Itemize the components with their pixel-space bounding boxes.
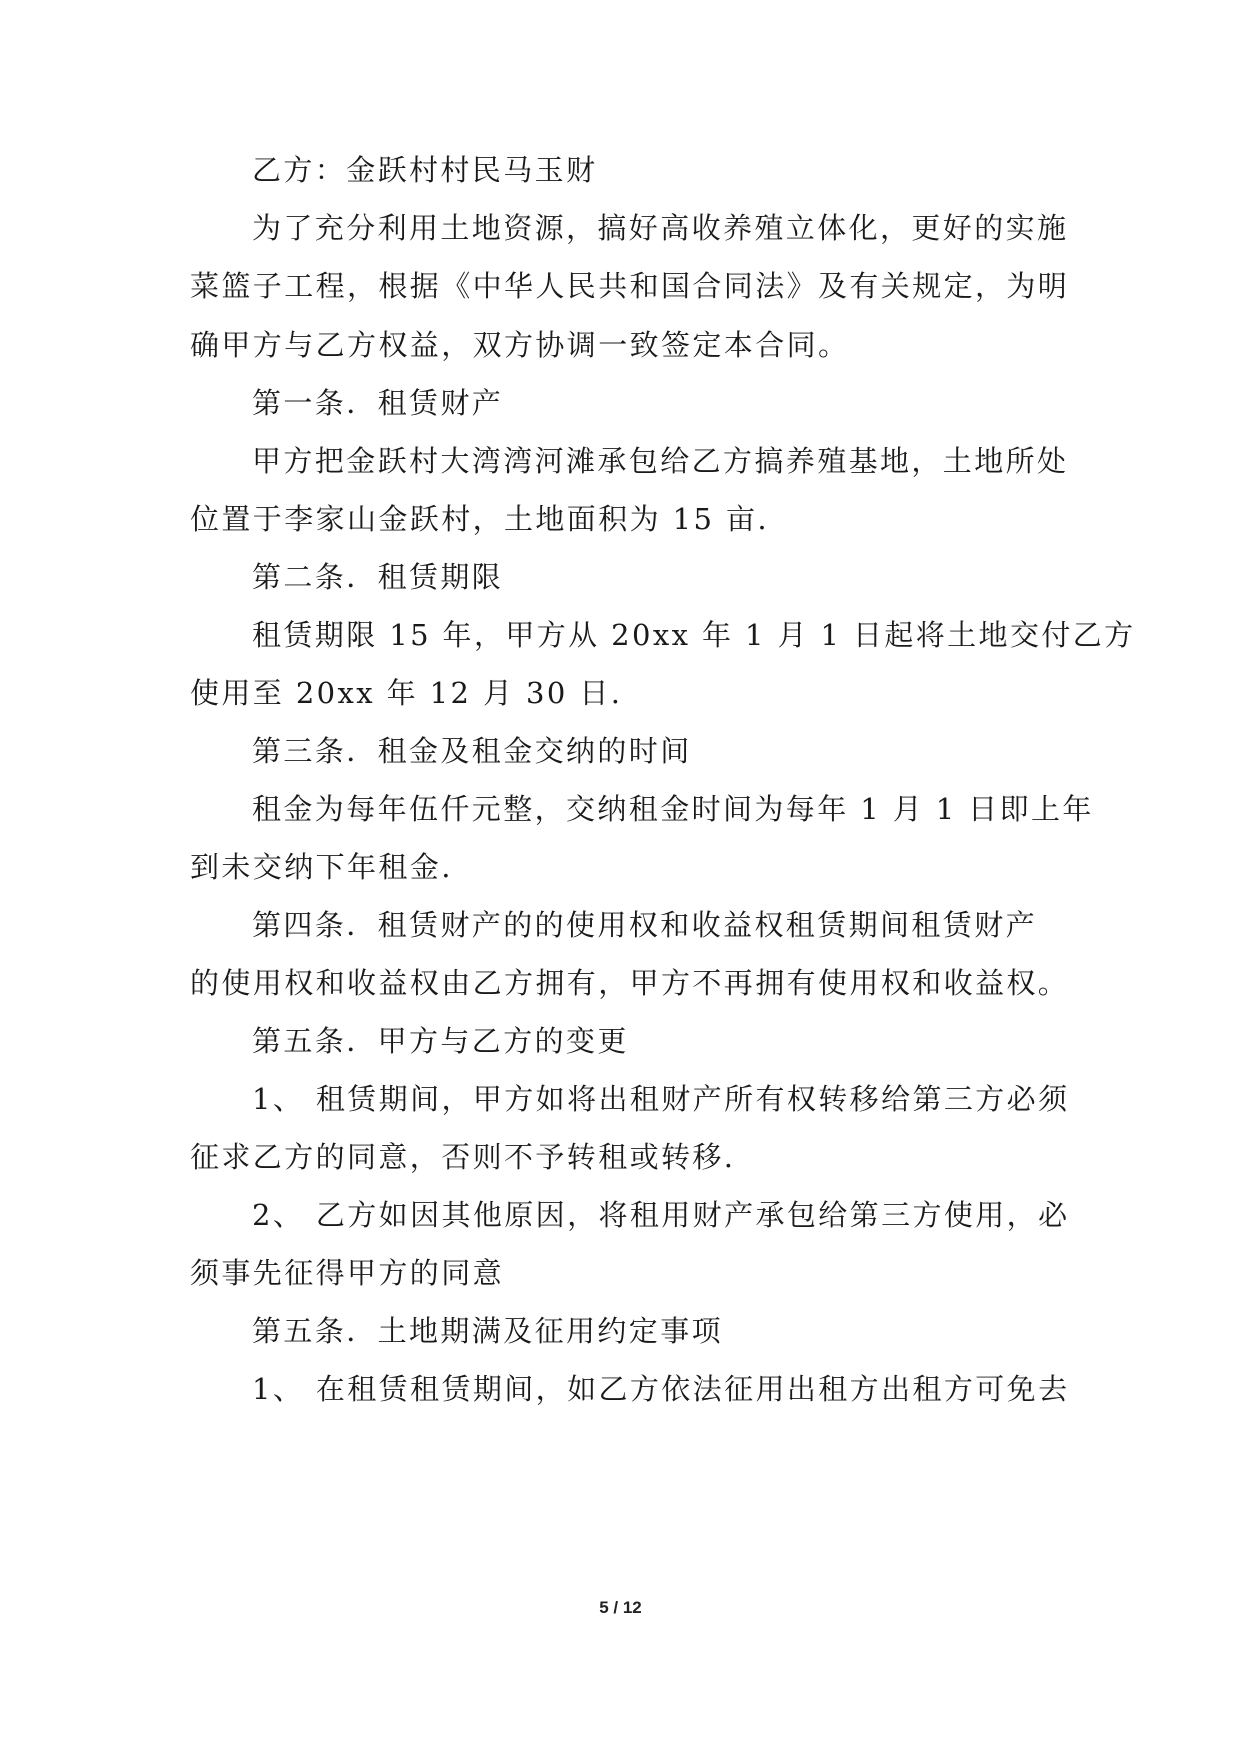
article-3-text-2: 到未交纳下年租金. [190, 850, 453, 884]
article-5-item-1-line-1: 1、 租赁期间，甲方如将出租财产所有权转移给第三方必须 [252, 1082, 1070, 1116]
article-1-text-2: 位置于李家山金跃村，土地面积为 15 亩. [190, 502, 769, 536]
preamble-line-1: 为了充分利用土地资源，搞好高收养殖立体化，更好的实施 [252, 211, 1069, 245]
article-5-heading: 第五条．甲方与乙方的变更 [252, 1024, 629, 1058]
article-3-text-1: 租金为每年伍仟元整，交纳租金时间为每年 1 月 1 日即上年 [252, 792, 1094, 826]
article-5-item-2-line-1: 2、 乙方如因其他原因，将租用财产承包给第三方使用，必 [252, 1198, 1070, 1232]
article-2-text-2: 使用至 20xx 年 12 月 30 日. [190, 676, 623, 710]
preamble-line-2: 菜篮子工程，根据《中华人民共和国合同法》及有关规定，为明 [190, 269, 1070, 303]
article-4-text-1: 第四条．租赁财产的的使用权和收益权租赁期间租赁财产 [252, 908, 1038, 942]
party-b-line: 乙方：金跃村村民马玉财 [252, 153, 598, 187]
article-5-item-1-line-2: 征求乙方的同意，否则不予转租或转移. [190, 1140, 736, 1174]
article-5b-heading: 第五条．土地期满及征用约定事项 [252, 1314, 724, 1348]
preamble-line-3: 确甲方与乙方权益，双方协调一致签定本合同。 [190, 328, 850, 362]
article-3-heading: 第三条．租金及租金交纳的时间 [252, 734, 692, 768]
article-4-text-2: 的使用权和收益权由乙方拥有，甲方不再拥有使用权和收益权。 [190, 966, 1070, 1000]
page-number: 5 / 12 [599, 1598, 642, 1617]
article-1-text-1: 甲方把金跃村大湾湾河滩承包给乙方搞养殖基地，土地所处 [252, 444, 1069, 478]
article-2-heading: 第二条．租赁期限 [252, 560, 504, 594]
article-5-item-2-line-2: 须事先征得甲方的同意 [190, 1256, 505, 1290]
article-5b-item-1-line-1: 1、 在租赁租赁期间，如乙方依法征用出租方出租方可免去 [252, 1372, 1070, 1406]
article-1-heading: 第一条．租赁财产 [252, 386, 504, 420]
article-2-text-1: 租赁期限 15 年，甲方从 20xx 年 1 月 1 日起将土地交付乙方 [252, 618, 1136, 652]
